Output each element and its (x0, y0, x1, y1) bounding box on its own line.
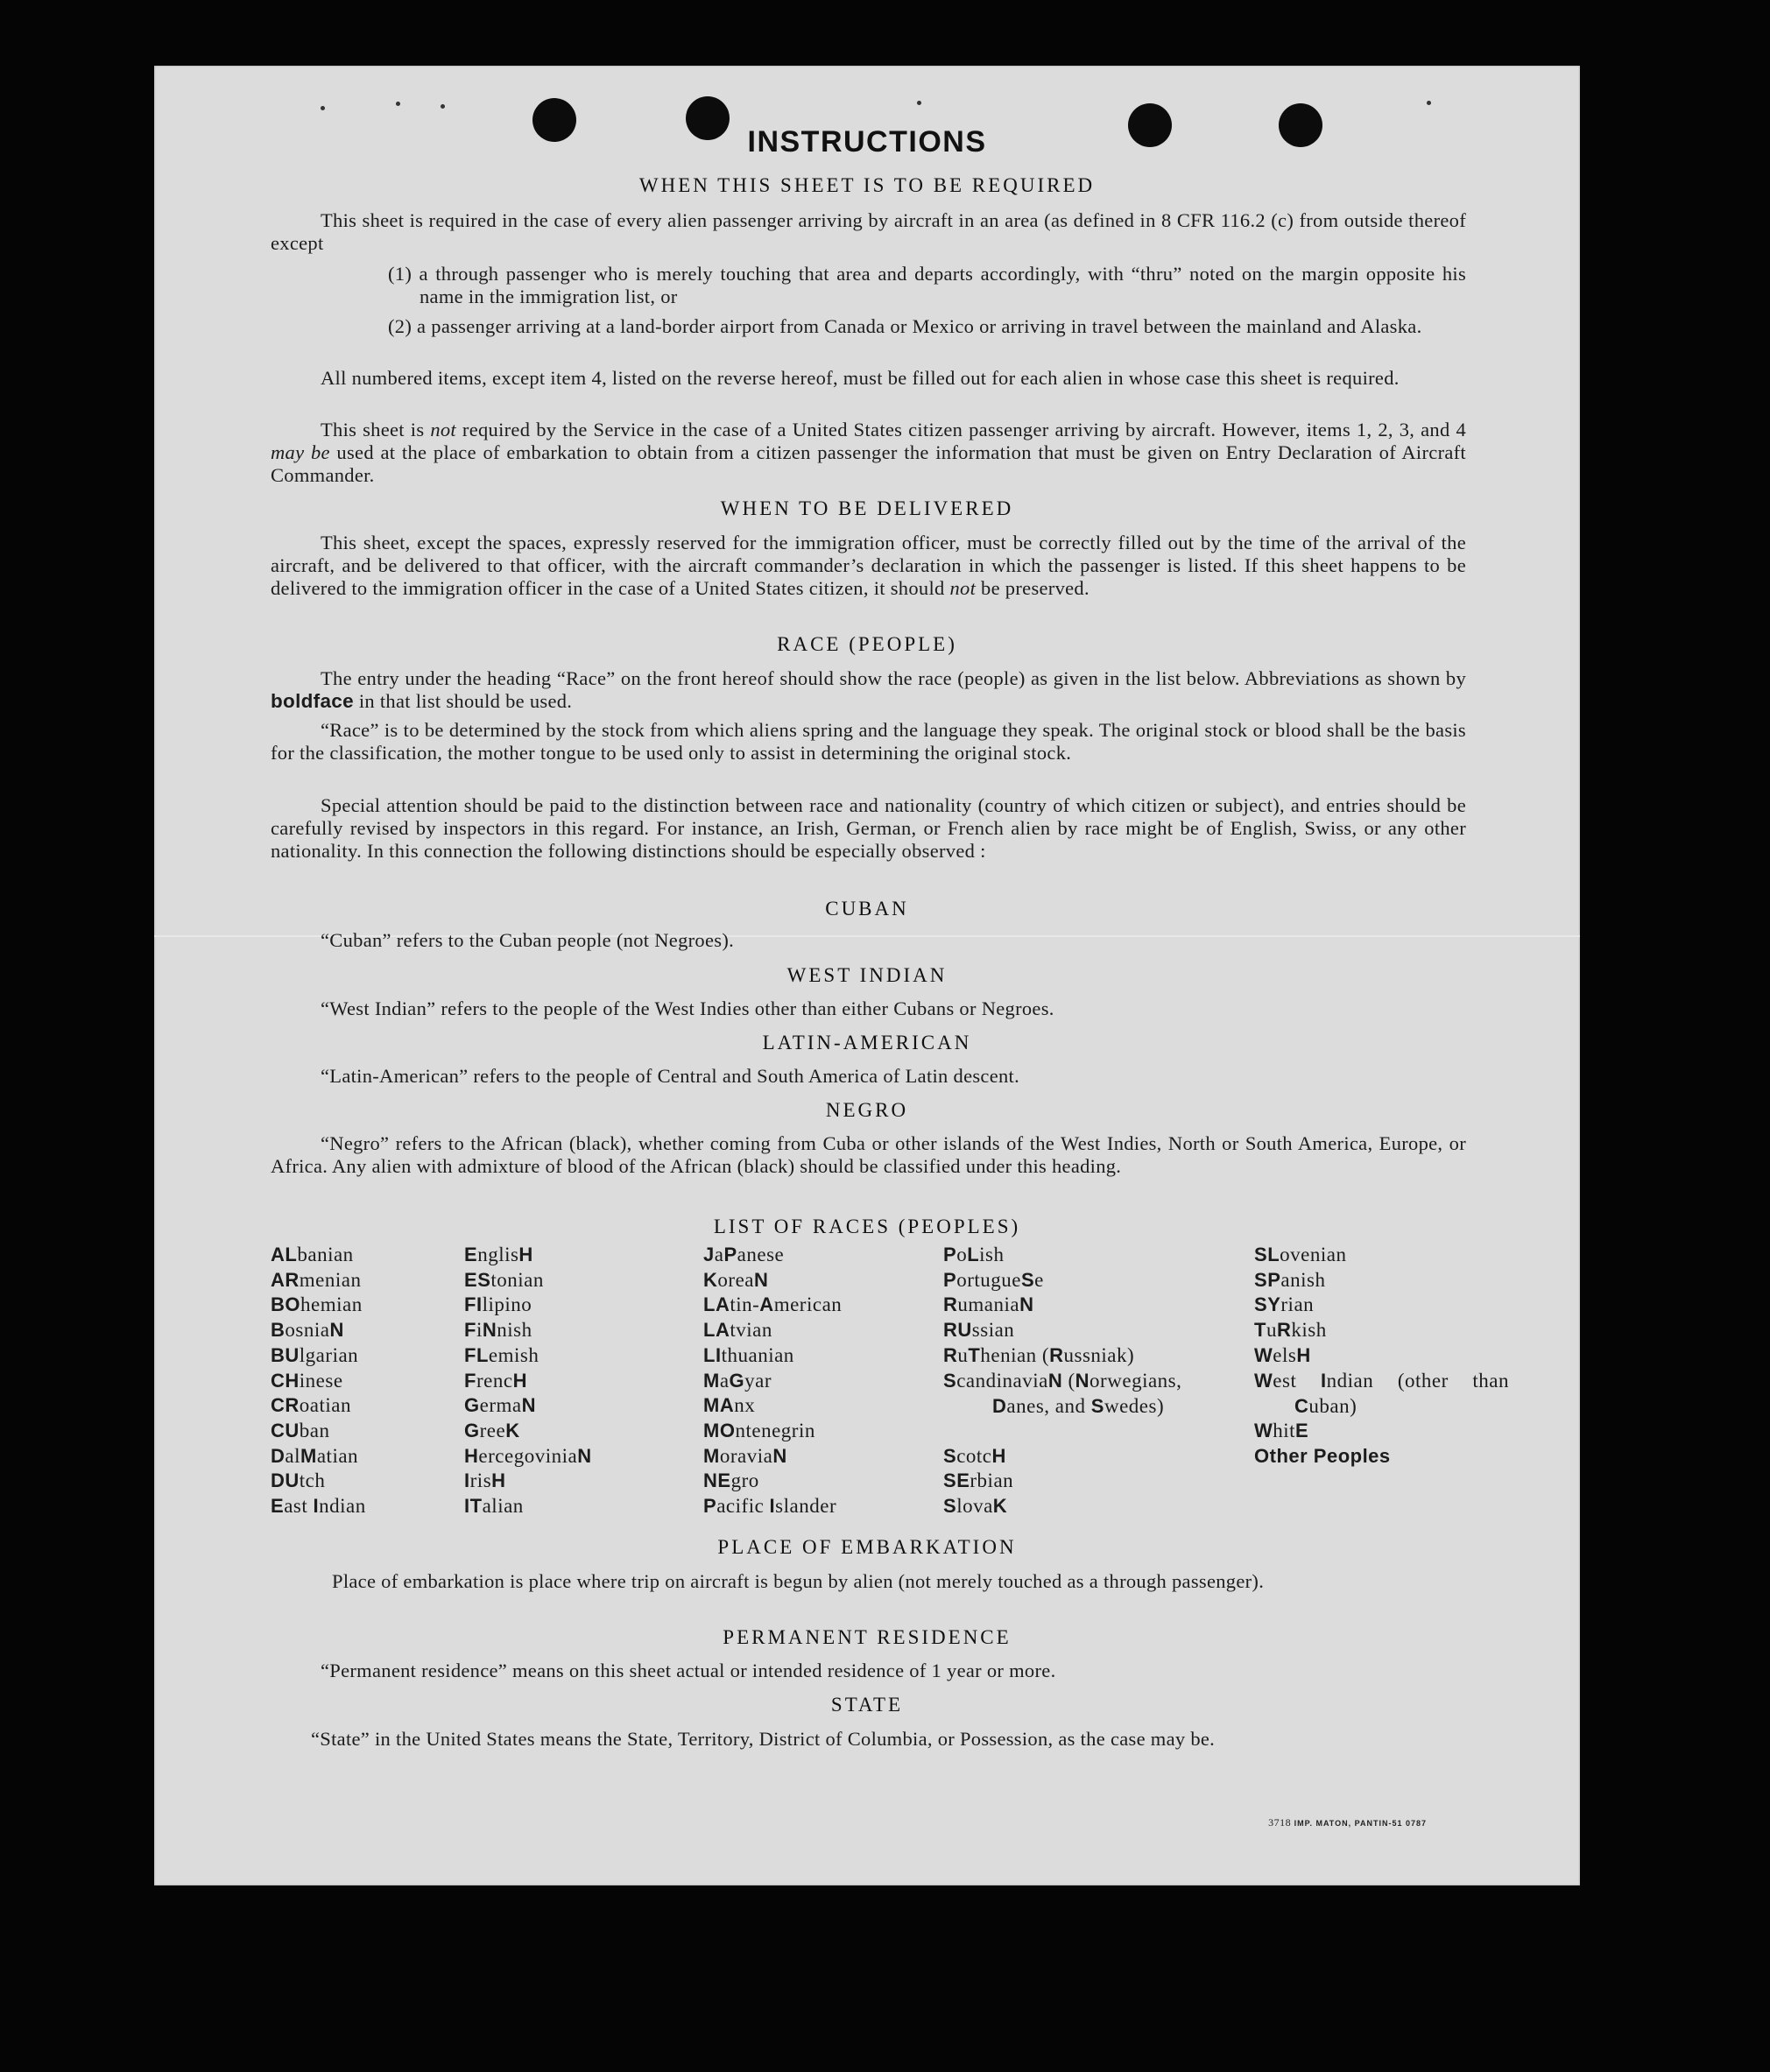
race-item: PoLish (943, 1244, 1005, 1265)
paragraph-residence: “Permanent residence” means on this sheet actual or intended residence of 1 year or more. (321, 1660, 1056, 1681)
race-item: FiNnish (464, 1319, 532, 1342)
race-item: East Indian (271, 1495, 366, 1517)
race-item: CHinese (271, 1369, 343, 1392)
race-item: CRoatian (271, 1394, 351, 1417)
paragraph-embarkation: Place of embarkation is place where trip on aircraft is begun by alien (not merely touched as a through passenger). (332, 1570, 1265, 1592)
race-item: CUban (271, 1419, 330, 1441)
race-item: FLemish (464, 1343, 539, 1366)
race-item: West Indian (other than Cuban) (1254, 1369, 1509, 1417)
race-item: MOntenegrin (703, 1419, 815, 1441)
race-item: RumaniaN (943, 1293, 1034, 1316)
page-title: INSTRUCTIONS (747, 125, 987, 159)
race-item: ITalian (464, 1495, 524, 1517)
heading-negro: NEGRO (825, 1099, 909, 1121)
paragraph-race-2: “Race” is to be determined by the stock from which aliens spring and the language they speak. The original stock or blood shall be the basis for the classification, the mother tongue to be used only to assist in determining the original stock. (271, 719, 1466, 764)
race-item: EnglisH (464, 1244, 533, 1265)
race-item: WhitE (1254, 1419, 1309, 1441)
race-item: DalMatian (271, 1444, 359, 1467)
speck (441, 104, 445, 109)
speck (396, 102, 400, 106)
race-item: LAtin-American (703, 1293, 843, 1316)
race-item: Other Peoples (1254, 1444, 1391, 1467)
race-item: SErbian (943, 1469, 1014, 1492)
paragraph-cuban: “Cuban” refers to the Cuban people (not Negroes). (321, 929, 735, 951)
paragraph-required-2: All numbered items, except item 4, listed on the reverse hereof, must be filled out for each alien in whose case this sheet is required. (321, 367, 1400, 389)
paragraph-west-indian: “West Indian” refers to the people of the West Indies other than either Cubans or Negroes. (321, 997, 1054, 1019)
paragraph-negro: “Negro” refers to the African (black), whether coming from Cuba or other islands of the West Indies, North or South America, Europe, or Africa. Any alien with admixture of blood of the African (black) should be classified under this heading. (271, 1132, 1466, 1177)
heading-place-of-embarkation: PLACE OF EMBARKATION (717, 1536, 1017, 1558)
race-item: LIthuanian (703, 1343, 794, 1366)
race-item: BUlgarian (271, 1343, 359, 1366)
heading-when-delivered: WHEN TO BE DELIVERED (720, 497, 1014, 519)
heading-permanent-residence: PERMANENT RESIDENCE (723, 1626, 1012, 1648)
race-item: LAtvian (703, 1319, 772, 1342)
paragraph-race-1: The entry under the heading “Race” on the front hereof should show the race (people) as given in the list below. Abbreviations as shown by boldface in that list should be used. (271, 667, 1466, 712)
race-item: SYrian (1254, 1293, 1315, 1316)
race-item: ScandinaviaN (Norwegians, Danes, and Swedes) (943, 1369, 1182, 1417)
race-item: RUssian (943, 1319, 1015, 1342)
race-item: MoraviaN (703, 1444, 787, 1467)
paragraph-required-3: This sheet is not required by the Service in the case of a United States citizen passenger arriving by aircraft. However, items 1, 2, 3, and 4 may be used at the place of embarkation to obtain from a citizen passenger the information that must be given on Entry Declaration of Aircraft Commander. (271, 419, 1466, 486)
race-item: RuThenian (Russniak) (943, 1343, 1135, 1366)
paragraph-race-3: Special attention should be paid to the distinction between race and nationality (country of which citizen or subject), and entries should be carefully revised by inspectors in this regard. For instance, an Irish, German, or French alien by race might be of English, Swiss, or any other nationality. In this connection the following distinctions should be especially observed : (271, 794, 1466, 862)
race-item: TuRkish (1254, 1319, 1327, 1342)
race-item: BosniaN (271, 1319, 344, 1342)
race-item: MAnx (703, 1394, 756, 1417)
race-item: HercegoviniaN (464, 1444, 592, 1467)
heading-cuban: CUBAN (825, 898, 909, 920)
instruction-sheet (154, 66, 1580, 1885)
race-item: GermaN (464, 1394, 537, 1417)
speck (1427, 101, 1431, 105)
paragraph-latin-american: “Latin-American” refers to the people of Central and South America of Latin descent. (321, 1065, 1020, 1087)
race-item: WelsH (1254, 1343, 1311, 1366)
list-item-2: (2) a passenger arriving at a land-border airport from Canada or Mexico or arriving in travel between the mainland and Alaska. (388, 315, 1422, 337)
race-item: EStonian (464, 1268, 544, 1291)
heading-when-required: WHEN THIS SHEET IS TO BE REQUIRED (638, 174, 1096, 196)
paragraph-state: “State” in the United States means the State, Territory, District of Columbia, or Possession, as the case may be. (311, 1728, 1216, 1750)
race-item: IrisH (464, 1469, 506, 1492)
race-item: PortugueSe (943, 1268, 1044, 1291)
list-item-1: (1) a through passenger who is merely touching that area and departs accordingly, with “thru” noted on the margin opposite his name in the immigration list, or (388, 263, 1466, 307)
paragraph-required-1: This sheet is required in the case of every alien passenger arriving by aircraft in an area (as defined in 8 CFR 116.2 (c) from outside thereof except (271, 209, 1466, 254)
race-item: ARmenian (271, 1268, 362, 1291)
race-item: Pacific Islander (703, 1495, 837, 1517)
race-item: MaGyar (703, 1369, 772, 1392)
heading-state: STATE (830, 1694, 904, 1716)
race-item: SPanish (1254, 1268, 1326, 1291)
heading-west-indian: WEST INDIAN (786, 964, 948, 986)
race-item: GreeK (464, 1419, 520, 1441)
heading-race: RACE (PEOPLE) (777, 633, 957, 655)
race-item: FrencH (464, 1369, 527, 1392)
race-item: DUtch (271, 1469, 326, 1492)
speck (917, 101, 921, 105)
speck (321, 106, 325, 110)
race-item: BOhemian (271, 1293, 363, 1316)
race-item: NEgro (703, 1469, 759, 1492)
printer-imprint: 3718 IMP. MATON, PANTIN-51 0787 (1268, 1816, 1427, 1829)
race-item: JaPanese (703, 1244, 785, 1265)
race-item: ScotcH (943, 1444, 1006, 1467)
paragraph-delivered: This sheet, except the spaces, expressly reserved for the immigration officer, must be correctly filled out by the time of the arrival of the aircraft, and be delivered to that officer, with the aircraft commander’s declaration in which the passenger is listed. If this sheet happens to be delivered to the immigration officer in the case of a United States citizen, it should not be preserved. (271, 532, 1466, 599)
race-item: FIlipino (464, 1293, 532, 1316)
race-item: KoreaN (703, 1268, 769, 1291)
race-item: SlovaK (943, 1495, 1008, 1517)
heading-latin-american: LATIN-AMERICAN (762, 1032, 972, 1054)
race-item: SLovenian (1254, 1244, 1347, 1265)
race-item: ALbanian (271, 1244, 354, 1265)
heading-list-of-races: LIST OF RACES (PEOPLES) (713, 1216, 1021, 1237)
